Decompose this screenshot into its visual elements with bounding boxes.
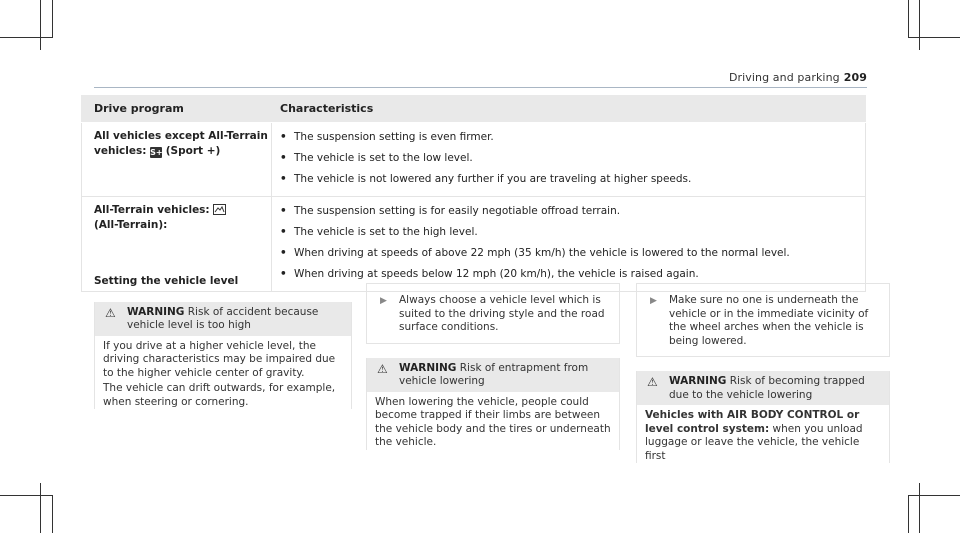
list-item: • The suspension setting is even firmer. bbox=[280, 131, 494, 143]
drive-program-table bbox=[81, 95, 866, 292]
warning-icon: ⚠ bbox=[105, 305, 116, 320]
crop-mark bbox=[908, 37, 960, 38]
crop-mark bbox=[908, 0, 909, 38]
crop-mark bbox=[0, 37, 52, 38]
warning-text: If you drive at a higher vehicle level, the driving characteristics may be impaired due to the higher vehicle center of gravity. bbox=[103, 339, 336, 379]
warning-text: When lowering the vehicle, people could become trapped if their limbs are between the vehicle body and the tires or underneath the vehicle. bbox=[375, 395, 611, 448]
sport-plus-icon: S+ bbox=[150, 148, 163, 157]
warning-box bbox=[636, 371, 890, 463]
characteristics-cell bbox=[272, 123, 865, 196]
warning-body bbox=[637, 405, 889, 463]
crop-mark bbox=[0, 495, 52, 496]
warning-icon: ⚠ bbox=[647, 375, 658, 389]
warning-body bbox=[367, 392, 619, 450]
warning-box bbox=[366, 358, 620, 450]
program-label: All vehicles except All-Terrain vehicles: bbox=[94, 130, 268, 157]
page-number: 209 bbox=[843, 71, 867, 84]
warning-title: Risk of entrapment from vehicle lowering bbox=[399, 361, 589, 387]
warning-body bbox=[95, 336, 351, 410]
list-item: • The vehicle is set to the high level. bbox=[280, 226, 478, 238]
warning-text: The vehicle can drift outwards, for example, when steering or cornering. bbox=[103, 382, 336, 408]
warning-icon: ⚠ bbox=[377, 361, 388, 376]
column-1 bbox=[94, 275, 352, 409]
crop-mark bbox=[908, 495, 960, 496]
crop-mark bbox=[40, 0, 41, 50]
warning-header bbox=[367, 358, 619, 392]
crop-mark bbox=[40, 483, 41, 533]
warning-title: Risk of accident because vehicle level is too high bbox=[127, 305, 319, 331]
list-item: • The vehicle is set to the low level. bbox=[280, 152, 473, 164]
warning-label: WARNING bbox=[669, 375, 727, 387]
crop-mark bbox=[919, 483, 920, 533]
warning-bold-text: Vehicles with AIR BODY CONTROL or level control system: bbox=[645, 409, 860, 435]
crop-mark bbox=[919, 0, 920, 50]
header-drive-program: Drive program bbox=[94, 102, 184, 115]
program-name: (All-Terrain): bbox=[94, 219, 168, 231]
step-text: Make sure no one is underneath the vehicle or in the immediate vicinity of the wheel arches when the vehicle is being lowered. bbox=[669, 294, 869, 347]
warning-header bbox=[95, 302, 351, 336]
section-title: Setting the vehicle level bbox=[94, 275, 239, 287]
program-name: (Sport +) bbox=[165, 145, 221, 157]
program-cell bbox=[82, 123, 272, 196]
list-item: • The suspension setting is for easily negotiable offroad terrain. bbox=[280, 205, 621, 217]
instruction-step bbox=[366, 283, 620, 344]
step-arrow-icon: ▶ bbox=[650, 296, 657, 306]
warning-label: WARNING bbox=[127, 305, 185, 318]
running-head bbox=[729, 71, 867, 84]
warning-box bbox=[94, 302, 352, 410]
header-characteristics: Characteristics bbox=[280, 102, 374, 115]
instruction-step bbox=[636, 283, 890, 357]
offroad-icon bbox=[213, 204, 226, 215]
warning-text: when you unload luggage or leave the vehicle, the vehicle first bbox=[645, 422, 863, 462]
characteristics-cell bbox=[272, 197, 865, 291]
column-2 bbox=[366, 283, 620, 450]
crop-mark bbox=[52, 495, 53, 533]
table-row bbox=[81, 123, 866, 197]
warning-label: WARNING bbox=[399, 361, 457, 374]
list-item: • When driving at speeds of above 22 mph (35 km/h) the vehicle is lowered to the normal level. bbox=[280, 247, 790, 259]
warning-title: Risk of becoming trapped due to the vehicle lowering bbox=[669, 375, 865, 401]
list-item: • The vehicle is not lowered any further if you are traveling at higher speeds. bbox=[280, 173, 692, 185]
program-label: All-Terrain vehicles: bbox=[94, 204, 210, 216]
header-rule bbox=[94, 87, 867, 88]
list-item: • When driving at speeds below 12 mph (20 km/h), the vehicle is raised again. bbox=[280, 268, 699, 280]
warning-header bbox=[637, 371, 889, 405]
crop-mark bbox=[908, 495, 909, 533]
table-header bbox=[81, 95, 866, 123]
crop-mark bbox=[52, 0, 53, 38]
column-3 bbox=[636, 283, 890, 463]
step-arrow-icon: ▶ bbox=[380, 296, 387, 306]
section-name: Driving and parking bbox=[728, 71, 840, 84]
step-text: Always choose a vehicle level which is suited to the driving style and the road surface conditions. bbox=[399, 294, 605, 333]
